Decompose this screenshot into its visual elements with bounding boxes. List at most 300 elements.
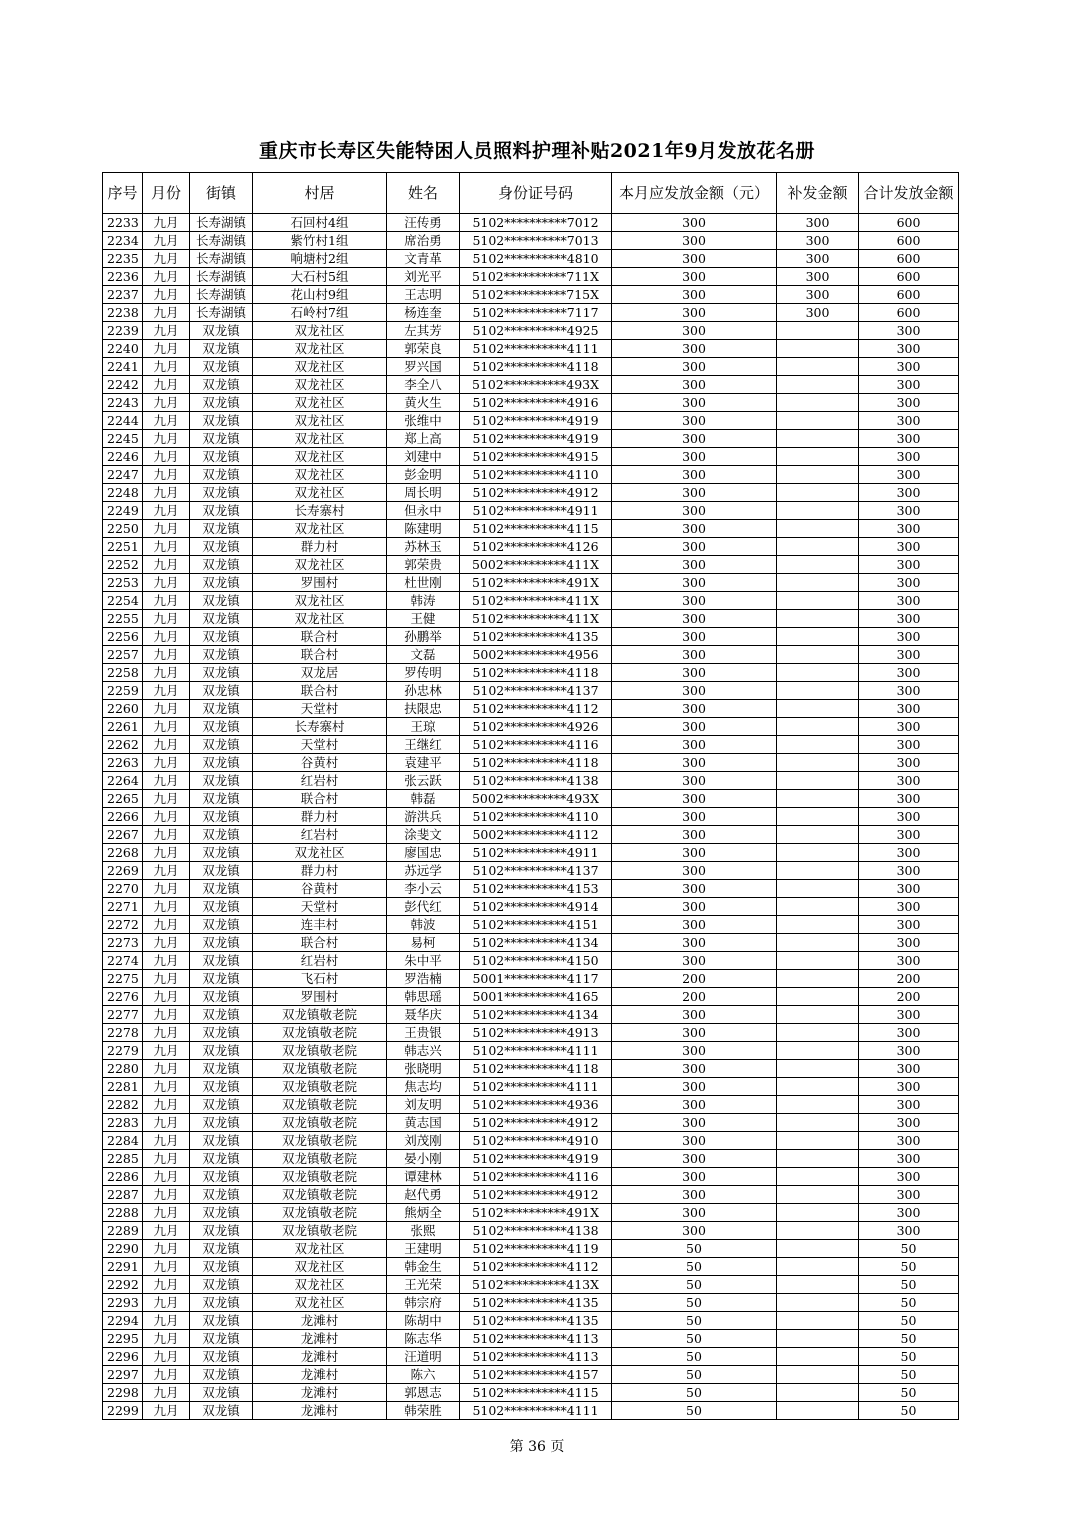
row-town: 双龙镇 [190,1078,253,1096]
table-row [103,808,959,826]
row-town: 双龙镇 [190,718,253,736]
row-monthly-amount: 300 [612,880,777,898]
row-monthly-amount: 300 [612,790,777,808]
row-index: 2295 [103,1330,143,1348]
table-row [103,988,959,1006]
row-village: 龙滩村 [253,1348,387,1366]
row-name: 韩宗府 [387,1294,460,1312]
row-id-number: 5102**********4112 [460,700,612,718]
row-supplement [777,340,859,358]
row-total: 300 [859,1042,959,1060]
row-index: 2268 [103,844,143,862]
row-month: 九月 [143,1330,190,1348]
row-supplement [777,736,859,754]
row-total: 200 [859,970,959,988]
row-supplement [777,466,859,484]
row-id-number: 5002**********4956 [460,646,612,664]
row-name: 王继红 [387,736,460,754]
row-month: 九月 [143,484,190,502]
table-row [103,844,959,862]
row-monthly-amount: 300 [612,358,777,376]
row-town: 双龙镇 [190,736,253,754]
row-supplement: 300 [777,268,859,286]
row-total: 50 [859,1384,959,1402]
row-town: 双龙镇 [190,1006,253,1024]
row-id-number: 5102**********4135 [460,1294,612,1312]
row-id-number: 5102**********4912 [460,484,612,502]
row-id-number: 5102**********4138 [460,772,612,790]
table-row [103,484,959,502]
row-town: 双龙镇 [190,1402,253,1420]
table-row [103,1096,959,1114]
row-supplement [777,1294,859,1312]
row-supplement: 300 [777,304,859,322]
row-total: 50 [859,1258,959,1276]
row-monthly-amount: 300 [612,628,777,646]
row-town: 双龙镇 [190,826,253,844]
row-town: 长寿湖镇 [190,304,253,322]
row-town: 双龙镇 [190,1186,253,1204]
row-monthly-amount: 300 [612,1042,777,1060]
row-index: 2261 [103,718,143,736]
row-total: 300 [859,952,959,970]
row-town: 双龙镇 [190,1132,253,1150]
row-village: 双龙镇敬老院 [253,1006,387,1024]
row-supplement: 300 [777,250,859,268]
row-total: 50 [859,1276,959,1294]
row-supplement: 300 [777,286,859,304]
table-row [103,1114,959,1132]
row-name: 但永中 [387,502,460,520]
row-supplement [777,1078,859,1096]
row-supplement: 300 [777,232,859,250]
row-id-number: 5102**********4151 [460,916,612,934]
document-title: 重庆市长寿区失能特困人员照料护理补贴2021年9月发放花名册 [258,140,816,162]
table-row [103,1294,959,1312]
row-town: 双龙镇 [190,808,253,826]
row-id-number: 5102**********7012 [460,214,612,232]
row-town: 双龙镇 [190,1114,253,1132]
row-town: 双龙镇 [190,790,253,808]
row-supplement [777,1240,859,1258]
row-id-number: 5102**********4115 [460,1384,612,1402]
row-supplement [777,1024,859,1042]
row-name: 郭荣贵 [387,556,460,574]
row-supplement [777,448,859,466]
row-monthly-amount: 50 [612,1330,777,1348]
row-supplement: 300 [777,214,859,232]
row-supplement [777,1402,859,1420]
row-town: 双龙镇 [190,592,253,610]
row-name: 刘建中 [387,448,460,466]
row-town: 双龙镇 [190,520,253,538]
row-month: 九月 [143,790,190,808]
row-town: 双龙镇 [190,862,253,880]
row-town: 双龙镇 [190,844,253,862]
row-name: 孙忠林 [387,682,460,700]
row-supplement [777,790,859,808]
row-id-number: 5102**********4915 [460,448,612,466]
row-id-number: 5102**********4919 [460,1150,612,1168]
row-name: 周长明 [387,484,460,502]
table-row [103,322,959,340]
table-row [103,880,959,898]
row-total: 300 [859,1024,959,1042]
row-index: 2287 [103,1186,143,1204]
row-town: 长寿湖镇 [190,214,253,232]
table-row [103,358,959,376]
row-supplement [777,1150,859,1168]
row-total: 300 [859,646,959,664]
row-index: 2270 [103,880,143,898]
row-month: 九月 [143,556,190,574]
row-supplement [777,970,859,988]
row-village: 龙滩村 [253,1312,387,1330]
row-total: 300 [859,448,959,466]
row-town: 双龙镇 [190,1366,253,1384]
row-village: 响塘村2组 [253,250,387,268]
row-town: 双龙镇 [190,754,253,772]
col-header-index: 序号 [103,173,143,214]
row-town: 双龙镇 [190,1276,253,1294]
row-village: 双龙社区 [253,466,387,484]
table-row [103,952,959,970]
row-month: 九月 [143,862,190,880]
table-row [103,250,959,268]
row-monthly-amount: 300 [612,1132,777,1150]
row-village: 罗围村 [253,574,387,592]
table-row [103,1078,959,1096]
row-id-number: 5102**********4112 [460,1258,612,1276]
row-index: 2251 [103,538,143,556]
row-name: 涂斐文 [387,826,460,844]
row-index: 2240 [103,340,143,358]
row-village: 长寿寨村 [253,718,387,736]
row-monthly-amount: 300 [612,268,777,286]
row-index: 2282 [103,1096,143,1114]
row-monthly-amount: 50 [612,1276,777,1294]
row-village: 双龙社区 [253,322,387,340]
table-row [103,1312,959,1330]
row-village: 双龙社区 [253,1294,387,1312]
row-supplement [777,412,859,430]
row-index: 2258 [103,664,143,682]
row-name: 刘茂刚 [387,1132,460,1150]
row-total: 300 [859,1150,959,1168]
table-row [103,718,959,736]
row-total: 600 [859,250,959,268]
row-total: 300 [859,610,959,628]
row-name: 王光荣 [387,1276,460,1294]
row-name: 扶限忠 [387,700,460,718]
row-town: 双龙镇 [190,682,253,700]
row-supplement [777,682,859,700]
row-total: 300 [859,1132,959,1150]
row-name: 罗浩楠 [387,970,460,988]
row-supplement [777,862,859,880]
row-id-number: 5102**********4926 [460,718,612,736]
row-id-number: 5002**********411X [460,556,612,574]
row-village: 谷黄村 [253,880,387,898]
row-index: 2252 [103,556,143,574]
row-index: 2299 [103,1402,143,1420]
row-village: 双龙社区 [253,376,387,394]
row-supplement [777,718,859,736]
row-supplement [777,754,859,772]
row-village: 双龙镇敬老院 [253,1114,387,1132]
row-monthly-amount: 300 [612,322,777,340]
row-village: 双龙居 [253,664,387,682]
row-village: 双龙镇敬老院 [253,1222,387,1240]
row-town: 双龙镇 [190,394,253,412]
row-name: 张熙 [387,1222,460,1240]
row-month: 九月 [143,646,190,664]
row-month: 九月 [143,1060,190,1078]
row-total: 300 [859,934,959,952]
row-total: 300 [859,430,959,448]
row-total: 600 [859,232,959,250]
table-row [103,1384,959,1402]
row-town: 双龙镇 [190,1240,253,1258]
row-supplement [777,1096,859,1114]
row-month: 九月 [143,754,190,772]
row-name: 文磊 [387,646,460,664]
row-name: 焦志均 [387,1078,460,1096]
row-monthly-amount: 300 [612,1078,777,1096]
row-name: 黄志国 [387,1114,460,1132]
row-id-number: 5102**********4118 [460,754,612,772]
row-month: 九月 [143,1132,190,1150]
row-month: 九月 [143,250,190,268]
row-village: 双龙社区 [253,844,387,862]
row-name: 罗兴国 [387,358,460,376]
row-village: 天堂村 [253,898,387,916]
row-total: 300 [859,844,959,862]
row-monthly-amount: 300 [612,592,777,610]
table-row [103,700,959,718]
row-month: 九月 [143,1294,190,1312]
row-month: 九月 [143,502,190,520]
row-index: 2298 [103,1384,143,1402]
row-month: 九月 [143,1384,190,1402]
row-index: 2255 [103,610,143,628]
row-supplement [777,574,859,592]
row-name: 廖国忠 [387,844,460,862]
row-month: 九月 [143,610,190,628]
row-monthly-amount: 300 [612,844,777,862]
row-village: 石回村4组 [253,214,387,232]
row-id-number: 5102**********4925 [460,322,612,340]
row-index: 2233 [103,214,143,232]
row-supplement [777,1366,859,1384]
table-row [103,1132,959,1150]
row-total: 300 [859,322,959,340]
row-village: 紫竹村1组 [253,232,387,250]
row-monthly-amount: 300 [612,952,777,970]
row-month: 九月 [143,286,190,304]
row-town: 双龙镇 [190,1294,253,1312]
row-total: 200 [859,988,959,1006]
row-month: 九月 [143,1348,190,1366]
row-total: 300 [859,1204,959,1222]
row-name: 左其芳 [387,322,460,340]
row-name: 王志明 [387,286,460,304]
row-village: 花山村9组 [253,286,387,304]
table-row [103,1366,959,1384]
row-village: 双龙社区 [253,340,387,358]
row-index: 2250 [103,520,143,538]
row-village: 龙滩村 [253,1384,387,1402]
row-month: 九月 [143,1366,190,1384]
row-total: 300 [859,1060,959,1078]
row-id-number: 5102**********715X [460,286,612,304]
table-row [103,754,959,772]
row-total: 300 [859,736,959,754]
row-month: 九月 [143,826,190,844]
row-village: 联合村 [253,646,387,664]
row-village: 红岩村 [253,772,387,790]
row-id-number: 5102**********4110 [460,466,612,484]
row-index: 2289 [103,1222,143,1240]
table-row [103,610,959,628]
row-total: 600 [859,286,959,304]
col-header-id-number: 身份证号码 [460,173,612,214]
row-id-number: 5102**********4919 [460,430,612,448]
row-village: 双龙镇敬老院 [253,1204,387,1222]
row-id-number: 5102**********4911 [460,844,612,862]
row-id-number: 5102**********4113 [460,1348,612,1366]
table-row [103,682,959,700]
row-id-number: 5102**********4115 [460,520,612,538]
row-id-number: 5102**********4113 [460,1330,612,1348]
row-town: 双龙镇 [190,448,253,466]
row-total: 300 [859,502,959,520]
row-id-number: 5102**********4138 [460,1222,612,1240]
row-total: 300 [859,718,959,736]
row-id-number: 5102**********4111 [460,1042,612,1060]
row-name: 汪传勇 [387,214,460,232]
table-row [103,970,959,988]
row-supplement [777,1042,859,1060]
row-id-number: 5102**********4111 [460,1402,612,1420]
row-town: 双龙镇 [190,556,253,574]
table-row [103,1330,959,1348]
row-index: 2246 [103,448,143,466]
row-month: 九月 [143,1168,190,1186]
row-village: 联合村 [253,790,387,808]
row-total: 300 [859,790,959,808]
row-monthly-amount: 300 [612,430,777,448]
row-village: 飞石村 [253,970,387,988]
row-total: 300 [859,556,959,574]
table-row [103,1258,959,1276]
row-town: 双龙镇 [190,880,253,898]
table-row [103,1150,959,1168]
row-index: 2260 [103,700,143,718]
row-index: 2296 [103,1348,143,1366]
row-supplement [777,1312,859,1330]
row-monthly-amount: 300 [612,376,777,394]
row-town: 双龙镇 [190,340,253,358]
row-id-number: 5102**********4911 [460,502,612,520]
row-village: 连丰村 [253,916,387,934]
row-village: 双龙社区 [253,520,387,538]
row-id-number: 5001**********4165 [460,988,612,1006]
table-row [103,1006,959,1024]
row-index: 2269 [103,862,143,880]
row-total: 300 [859,574,959,592]
row-id-number: 5102**********4110 [460,808,612,826]
row-name: 陈志华 [387,1330,460,1348]
row-total: 300 [859,1006,959,1024]
row-name: 张维中 [387,412,460,430]
row-index: 2243 [103,394,143,412]
row-supplement [777,1204,859,1222]
row-index: 2291 [103,1258,143,1276]
row-index: 2235 [103,250,143,268]
row-town: 双龙镇 [190,1258,253,1276]
row-total: 300 [859,340,959,358]
row-monthly-amount: 300 [612,898,777,916]
row-month: 九月 [143,304,190,322]
row-supplement [777,1276,859,1294]
row-total: 300 [859,628,959,646]
row-supplement [777,808,859,826]
table-row [103,934,959,952]
row-name: 郑上高 [387,430,460,448]
row-supplement [777,484,859,502]
row-monthly-amount: 300 [612,502,777,520]
row-town: 双龙镇 [190,970,253,988]
row-monthly-amount: 300 [612,1060,777,1078]
row-village: 双龙镇敬老院 [253,1132,387,1150]
row-town: 双龙镇 [190,952,253,970]
row-supplement [777,934,859,952]
table-row [103,736,959,754]
row-name: 陈建明 [387,520,460,538]
row-supplement [777,520,859,538]
row-month: 九月 [143,970,190,988]
row-month: 九月 [143,376,190,394]
row-total: 300 [859,412,959,430]
row-name: 袁建平 [387,754,460,772]
row-name: 孙鹏举 [387,628,460,646]
row-id-number: 5001**********4117 [460,970,612,988]
row-id-number: 5102**********493X [460,376,612,394]
row-index: 2273 [103,934,143,952]
table-row [103,340,959,358]
row-total: 300 [859,394,959,412]
table-row [103,664,959,682]
row-name: 杜世刚 [387,574,460,592]
roster-table [102,172,959,1420]
row-month: 九月 [143,916,190,934]
row-month: 九月 [143,952,190,970]
row-index: 2264 [103,772,143,790]
row-village: 群力村 [253,862,387,880]
row-index: 2239 [103,322,143,340]
row-town: 双龙镇 [190,1384,253,1402]
row-month: 九月 [143,1276,190,1294]
row-total: 600 [859,304,959,322]
row-village: 双龙社区 [253,556,387,574]
row-index: 2281 [103,1078,143,1096]
table-row [103,430,959,448]
row-month: 九月 [143,664,190,682]
row-name: 张云跃 [387,772,460,790]
row-name: 韩磊 [387,790,460,808]
row-town: 双龙镇 [190,916,253,934]
